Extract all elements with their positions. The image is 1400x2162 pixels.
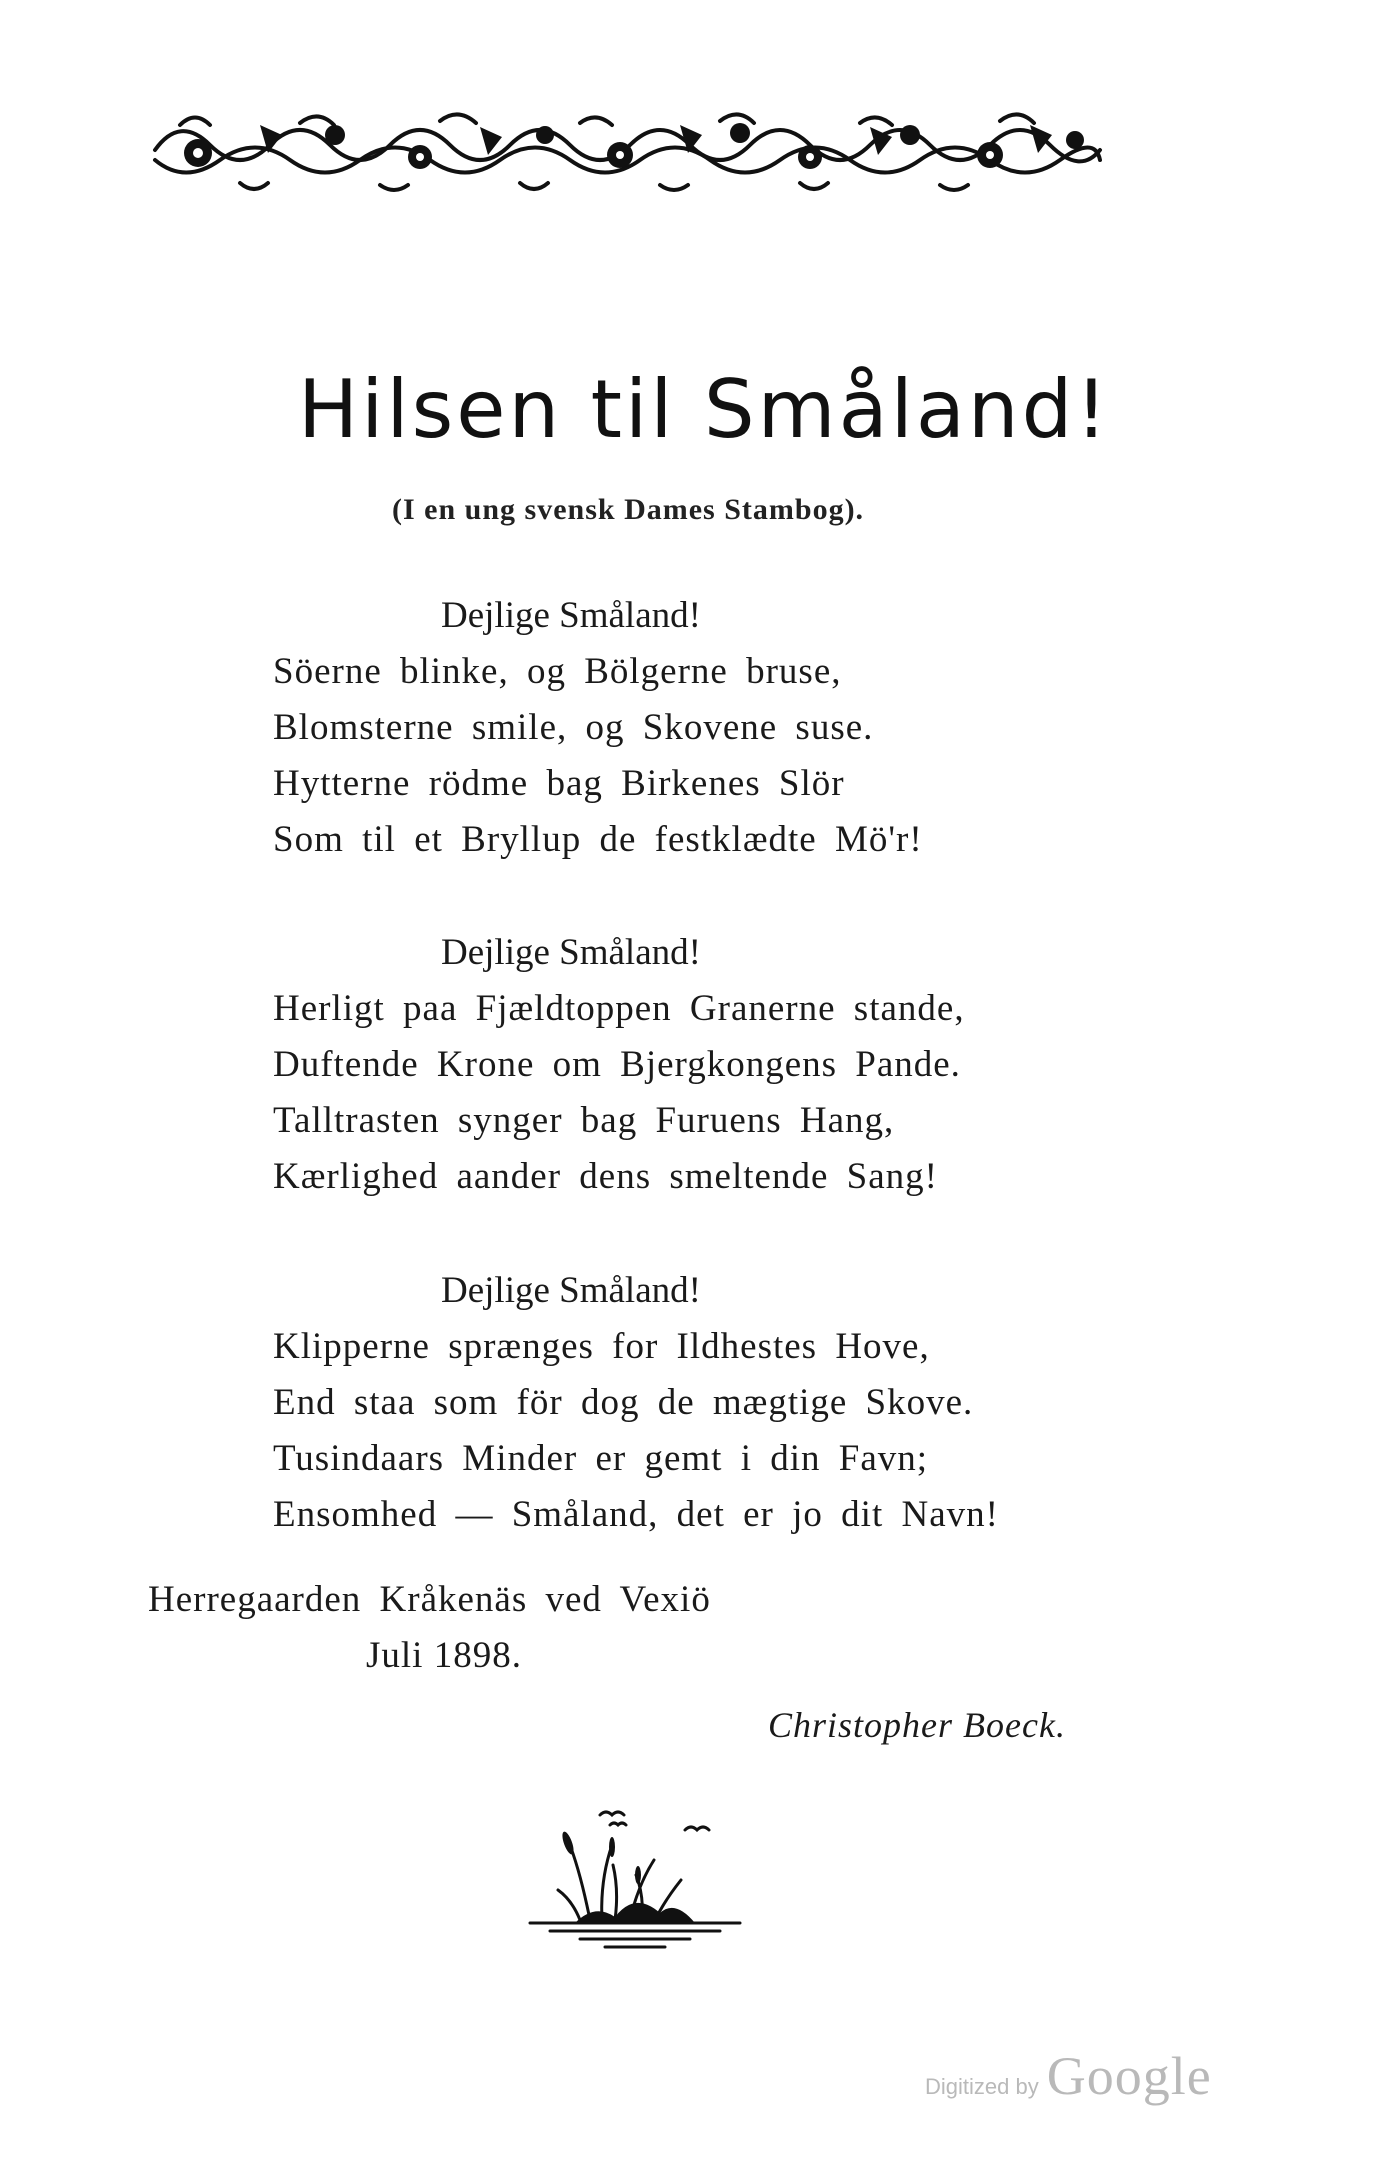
poem-line: Duftende Krone om Bjergkongens Pande.	[273, 1044, 961, 1085]
stanza-refrain: Dejlige Småland!	[441, 1270, 701, 1311]
watermark-brand-logo: Google	[1046, 2046, 1212, 2106]
stanza-refrain: Dejlige Småland!	[441, 932, 701, 973]
floral-ornament-band-icon	[150, 105, 1105, 195]
digitized-by-watermark	[925, 2045, 1212, 2107]
reeds-and-birds-vignette-icon	[520, 1795, 750, 1955]
poem-line: Klipperne sprænges for Ildhestes Hove,	[273, 1326, 930, 1367]
stanza-3	[273, 1263, 999, 1543]
poem-line: End staa som för dog de mægtige Skove.	[273, 1382, 974, 1423]
stanza-refrain: Dejlige Småland!	[441, 595, 701, 636]
poem-line: Hytterne rödme bag Birkenes Slör	[273, 763, 845, 804]
poem-line: Som til et Bryllup de festklædte Mö'r!	[273, 819, 923, 860]
stanza-1	[273, 588, 923, 868]
stanza-2	[273, 925, 965, 1205]
poem-line: Tusindaars Minder er gemt i din Favn;	[273, 1438, 929, 1479]
poem-line: Kærlighed aander dens smeltende Sang!	[273, 1156, 938, 1197]
poem-line: Ensomhed — Småland, det er jo dit Navn!	[273, 1494, 999, 1535]
poem-line: Blomsterne smile, og Skovene suse.	[273, 707, 874, 748]
poem-line: Talltrasten synger bag Furuens Hang,	[273, 1100, 895, 1141]
poem-line: Herligt paa Fjældtoppen Granerne stande,	[273, 988, 965, 1029]
poem-title: Hilsen til Småland!	[298, 363, 1111, 456]
watermark-prefix: Digitized by	[925, 2074, 1039, 2099]
poem-line: Söerne blinke, og Bölgerne bruse,	[273, 651, 842, 692]
place-line: Herregaarden Kråkenäs ved Vexiö	[148, 1579, 711, 1620]
poem-subtitle: (I en ung svensk Dames Stambog).	[392, 493, 865, 526]
author-signature: Christopher Boeck.	[768, 1705, 1066, 1745]
date-line: Juli 1898.	[366, 1635, 522, 1676]
